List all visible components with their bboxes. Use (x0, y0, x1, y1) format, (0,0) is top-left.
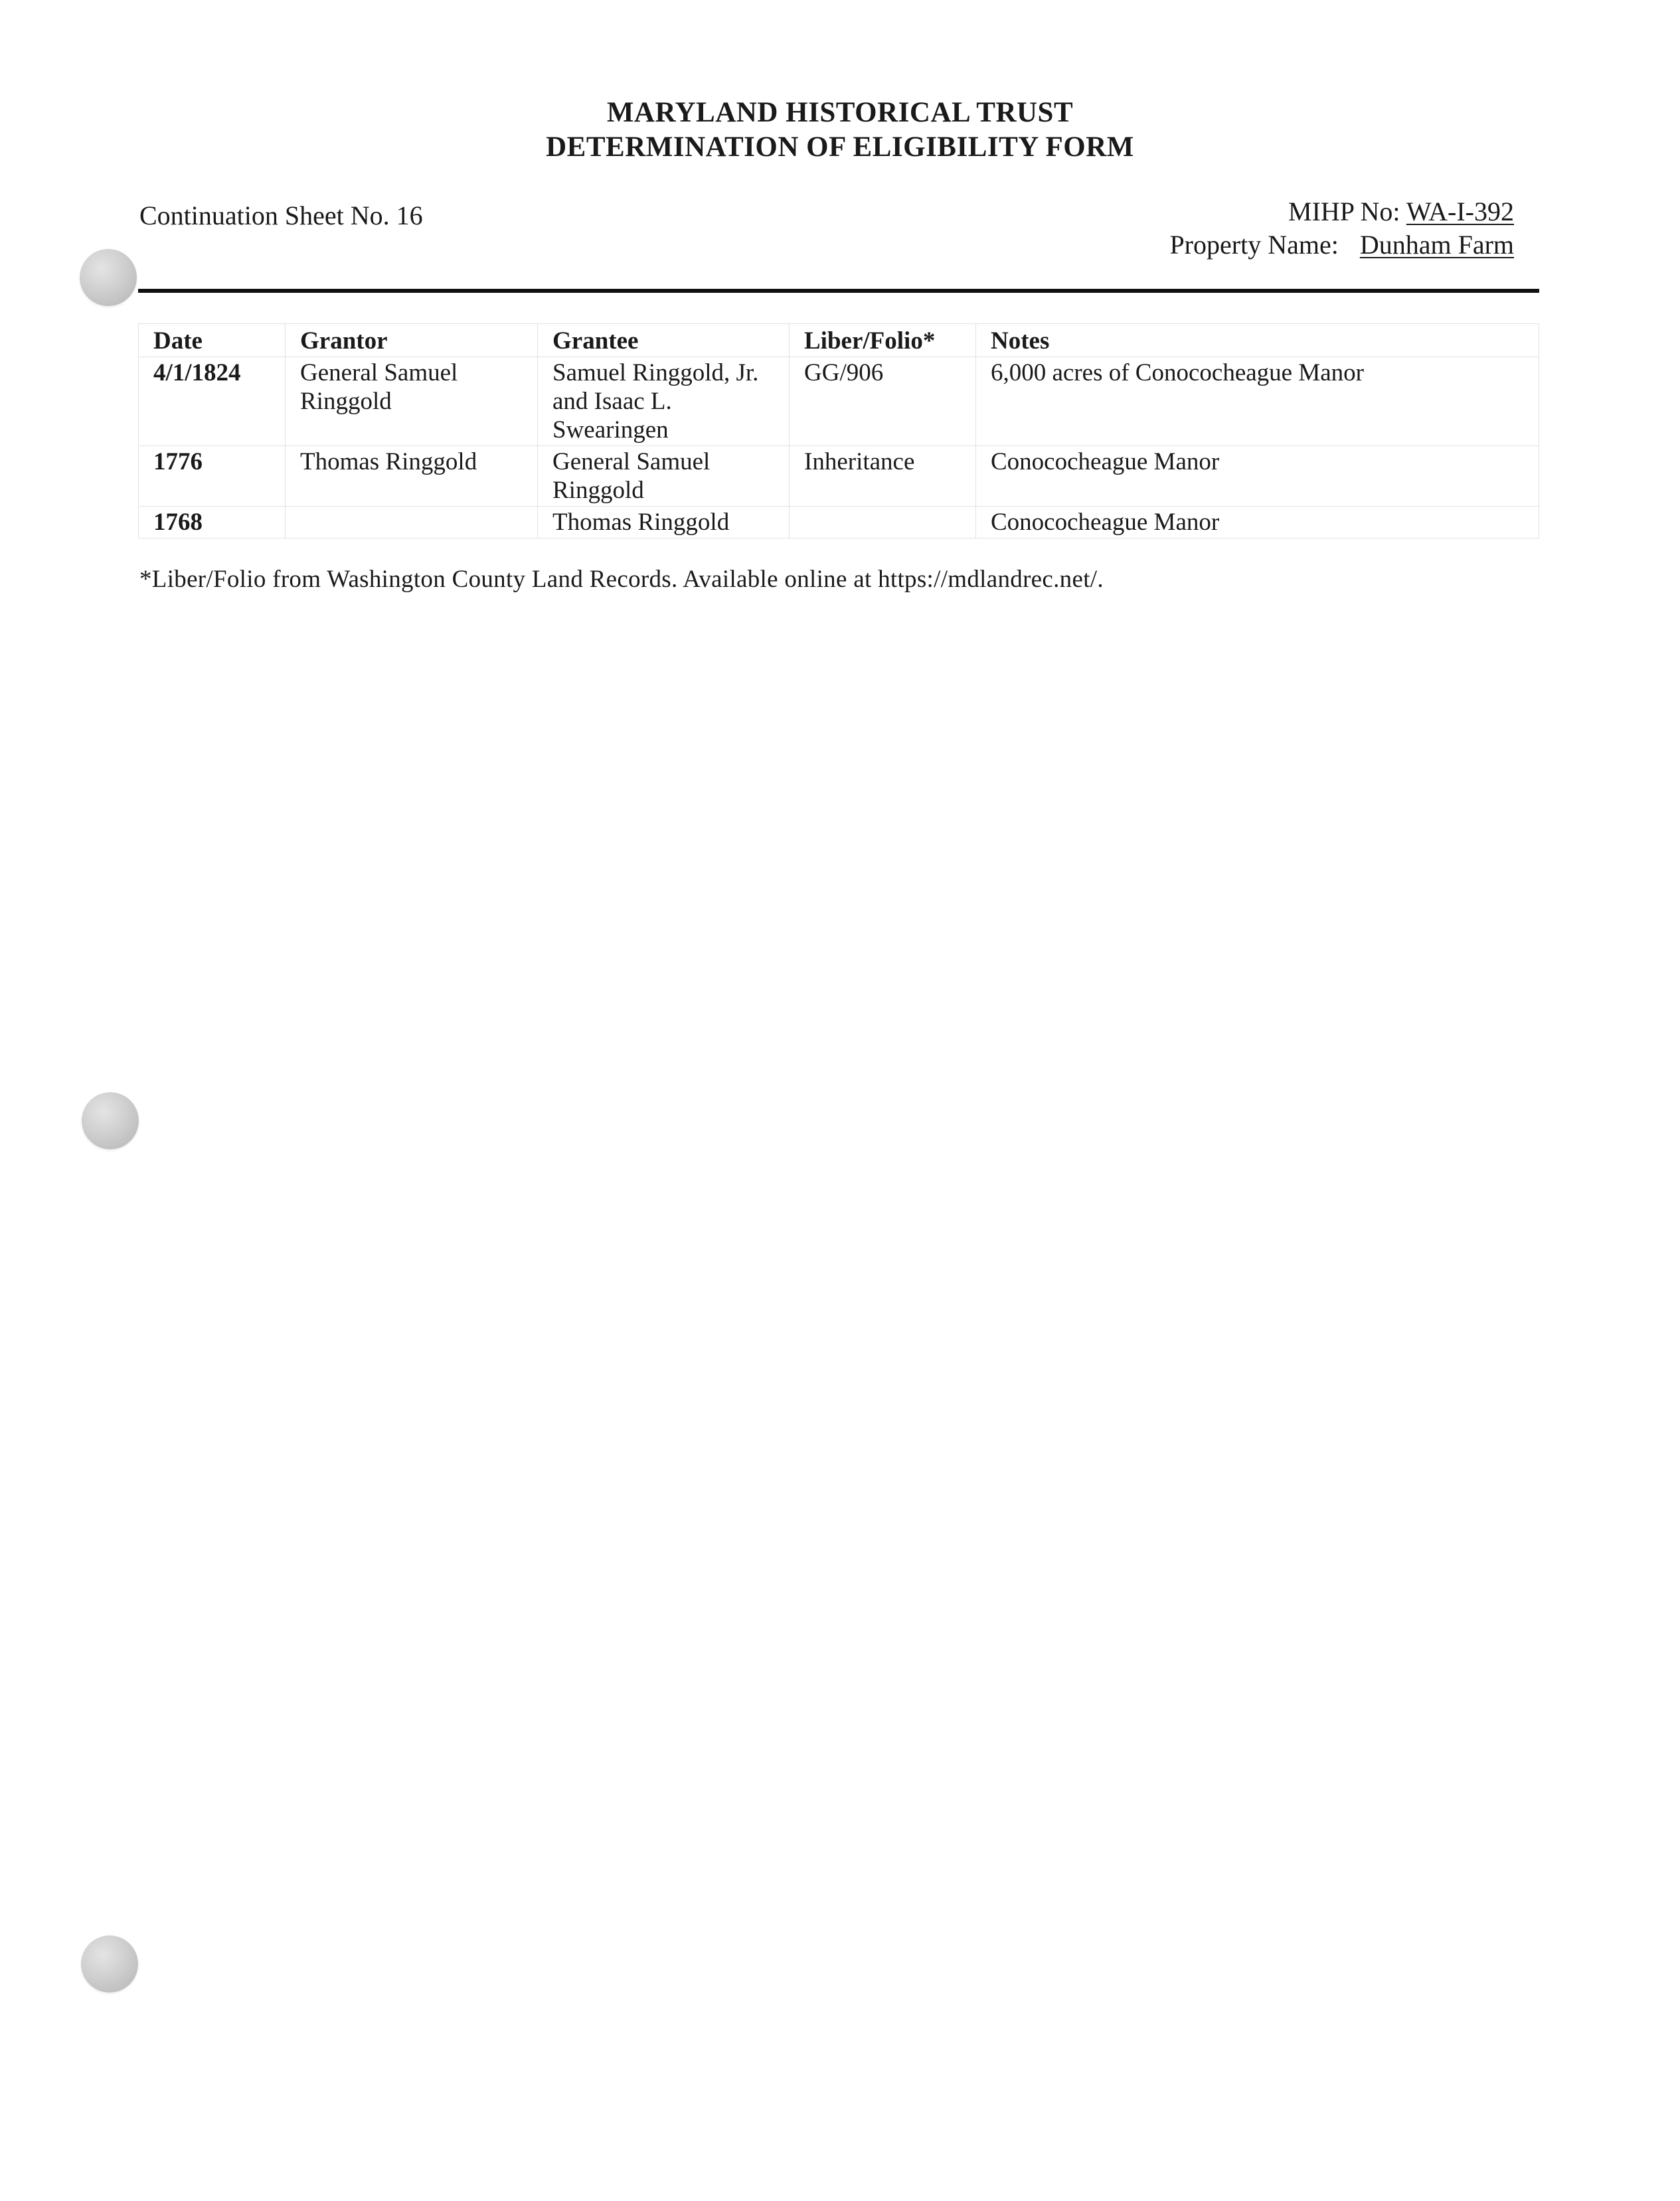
header-divider (138, 289, 1539, 293)
column-header-date: Date (139, 324, 286, 357)
continuation-sheet-number: Continuation Sheet No. 16 (139, 201, 423, 230)
table-row (139, 446, 1539, 507)
column-header-liber-folio: Liber/Folio* (790, 324, 976, 357)
cell-grantee: Samuel Ringgold, Jr. and Isaac L. Swearingen (538, 357, 790, 446)
cell-grantee: General Samuel Ringgold (538, 446, 790, 507)
cell-notes: Conococheague Manor (976, 446, 1539, 507)
punch-hole-middle (82, 1092, 139, 1149)
mihp-number-row (1169, 195, 1514, 228)
cell-notes: 6,000 acres of Conococheague Manor (976, 357, 1539, 446)
mihp-label: MIHP No: (1288, 197, 1400, 226)
cell-liber-folio: GG/906 (790, 357, 976, 446)
table-row (139, 357, 1539, 446)
liber-folio-footnote: *Liber/Folio from Washington County Land Records. Available online at https://mdlandrec.net/. (139, 566, 1104, 593)
cell-grantee: Thomas Ringgold (538, 507, 790, 538)
property-label: Property Name: (1169, 230, 1339, 260)
punch-hole-top (80, 249, 137, 306)
cell-grantor: General Samuel Ringgold (286, 357, 538, 446)
cell-date: 4/1/1824 (139, 357, 286, 446)
cell-grantor: Thomas Ringgold (286, 446, 538, 507)
cell-liber-folio: Inheritance (790, 446, 976, 507)
mihp-block (1169, 195, 1514, 262)
table-header-row (139, 324, 1539, 357)
mihp-value: WA-I-392 (1406, 197, 1514, 226)
cell-date: 1768 (139, 507, 286, 538)
form-title-line-2: DETERMINATION OF ELIGIBILITY FORM (546, 131, 1134, 163)
punch-hole-bottom (81, 1935, 138, 1993)
property-name-row (1169, 228, 1514, 262)
cell-grantor (286, 507, 538, 538)
cell-date: 1776 (139, 446, 286, 507)
table-row (139, 507, 1539, 538)
column-header-grantor: Grantor (286, 324, 538, 357)
property-value: Dunham Farm (1359, 230, 1514, 260)
column-header-grantee: Grantee (538, 324, 790, 357)
cell-notes: Conococheague Manor (976, 507, 1539, 538)
chain-of-title-table (138, 323, 1539, 538)
cell-liber-folio (790, 507, 976, 538)
form-title-line-1: MARYLAND HISTORICAL TRUST (606, 97, 1074, 128)
column-header-notes: Notes (976, 324, 1539, 357)
